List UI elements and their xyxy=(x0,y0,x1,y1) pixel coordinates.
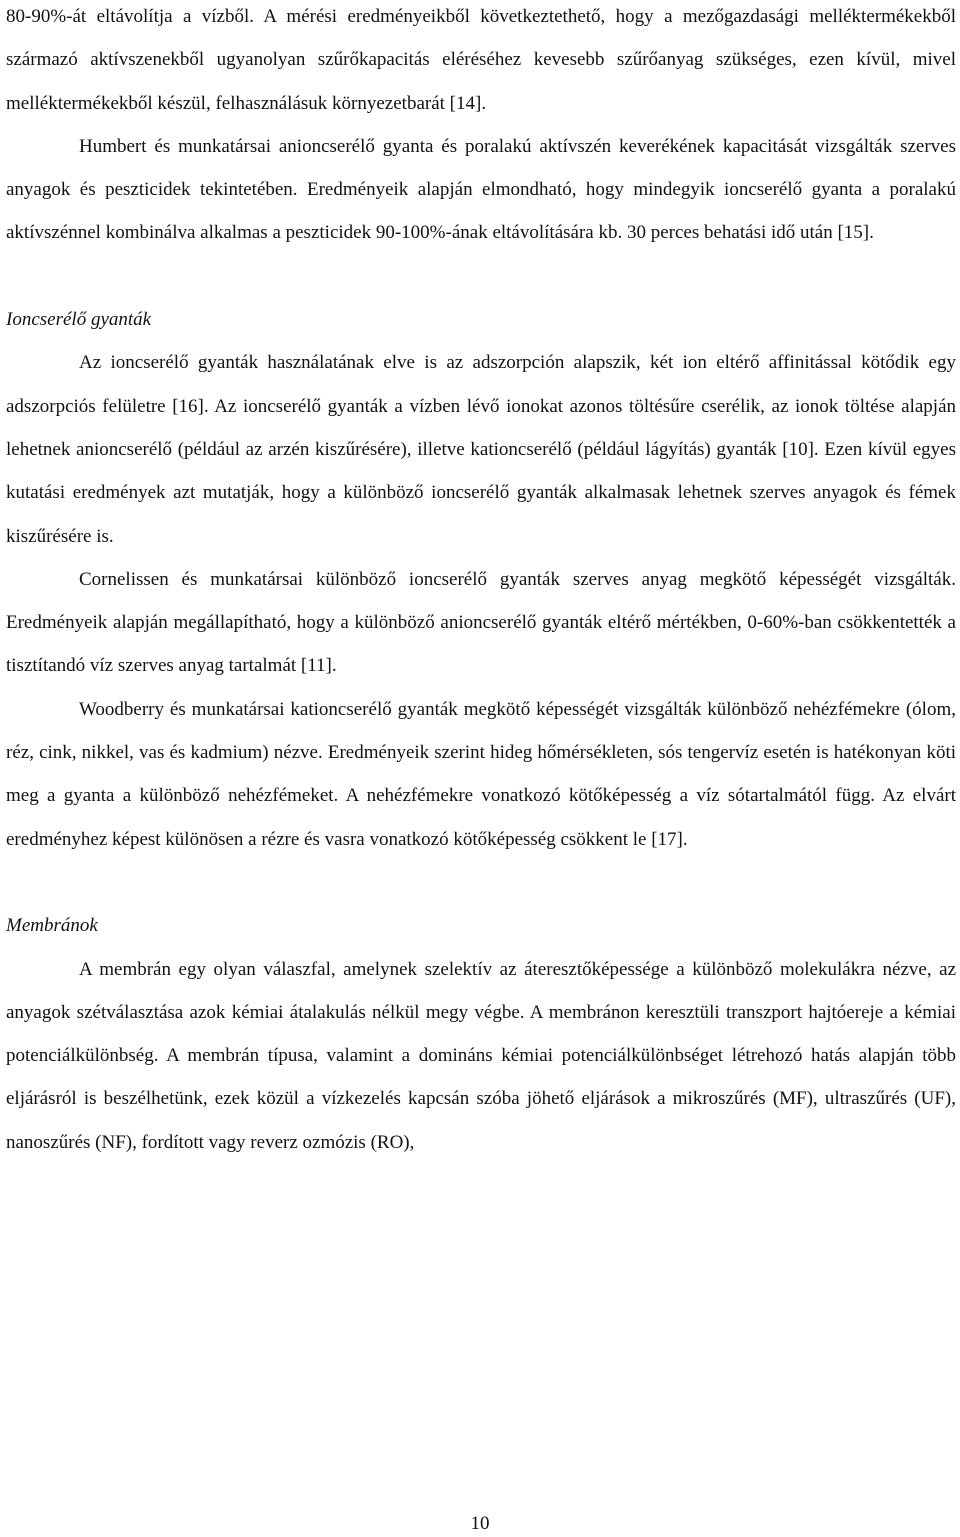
section-gap xyxy=(6,255,956,298)
paragraph-membrane-definition: A membrán egy olyan válaszfal, amelynek szelektív az áteresztőképessége a különböző molekulákra nézve, az anyagok szétválasztása azok kémiai átalakulás nélkül megy végbe. A membránon keresztüli transzport hajtóereje a kémiai potenciálkülönbség. A membrán típusa, valamint a domináns kémiai potenciálkülönbséget létrehozó hatás alapján több eljárásról is beszélhetünk, ezek közül a vízkezelés kapcsán szóba jöhető eljárások a mikroszűrés (MF), ultraszűrés (UF), nanoszűrés (NF), fordított vagy reverz ozmózis (RO), xyxy=(6,958,956,1153)
section-gap xyxy=(6,861,956,904)
paragraph-woodberry: Woodberry és munkatársai kationcserélő gyanták megkötő képességét vizsgálták különböző nehézfémekre (ólom, réz, cink, nikkel, vas és kadmium) nézve. Eredményeik szerint hideg hőmérsékleten, sós tengervíz esetén is hatékonyan köti meg a gyanta a különböző nehézfémeket. A nehézfémekre vonatkozó kötőképesség a víz sótartalmától függ. Az elvárt eredményhez képest különösen a rézre és vasra vonatkozó kötőképesség csökkent le [17]. xyxy=(6,698,956,850)
paragraph-adsorbents-continued: 80-90%-át eltávolítja a vízből. A mérési eredményeikből következtethető, hogy a mezőgazdasági melléktermékekből származó aktívszenekből ugyanolyan szűrőkapacitás eléréséhez kevesebb szűrőanyag szükséges, ezen kívül, mivel melléktermékekből készül, felhasználásuk környezetbarát [14]. xyxy=(6,6,956,114)
paragraph-humbert: Humbert és munkatársai anioncserélő gyanta és poralakú aktívszén keverékének kapacitását vizsgálták szerves anyagok és peszticidek tekintetében. Eredményeik alapján elmondható, hogy mindegyik ioncserélő gyanta a poralakú aktívszénnel kombinálva alkalmas a peszticidek 90-100%-ának eltávolítására kb. 30 perces behatási idő után [15]. xyxy=(6,135,956,244)
heading-ion-exchange-resins: Ioncserélő gyanták xyxy=(6,309,152,331)
paragraph-cornelissen: Cornelissen és munkatársai különböző ioncserélő gyanták szerves anyag megkötő képességét vizsgálták. Eredményeik alapján megállapítható, hogy a különböző anioncserélő gyanták eltérő mértékben, 0-60%-ban csökkentették a tisztítandó víz szerves anyag tartalmát [11]. xyxy=(6,568,956,677)
page-number: 10 xyxy=(470,1513,490,1534)
heading-membranes: Membránok xyxy=(6,915,98,937)
paragraph-ion-exchange-principle: Az ioncserélő gyanták használatának elve is az adszorpción alapszik, két ion eltérő affinitással kötődik egy adszorpciós felületre [16]. Az ioncserélő gyanták a vízben lévő ionokat azonos töltésűre cserélik, az ionok töltése alapján lehetnek anioncserélő (például az arzén kiszűrésére), illetve kationcserélő (például lágyítás) gyanták [10]. Ezen kívül egyes kutatási eredmények azt mutatják, hogy a különböző ioncserélő gyanták alkalmasak lehetnek szerves anyagok és fémek kiszűrésére is. xyxy=(6,352,956,547)
document-page xyxy=(6,0,956,1164)
